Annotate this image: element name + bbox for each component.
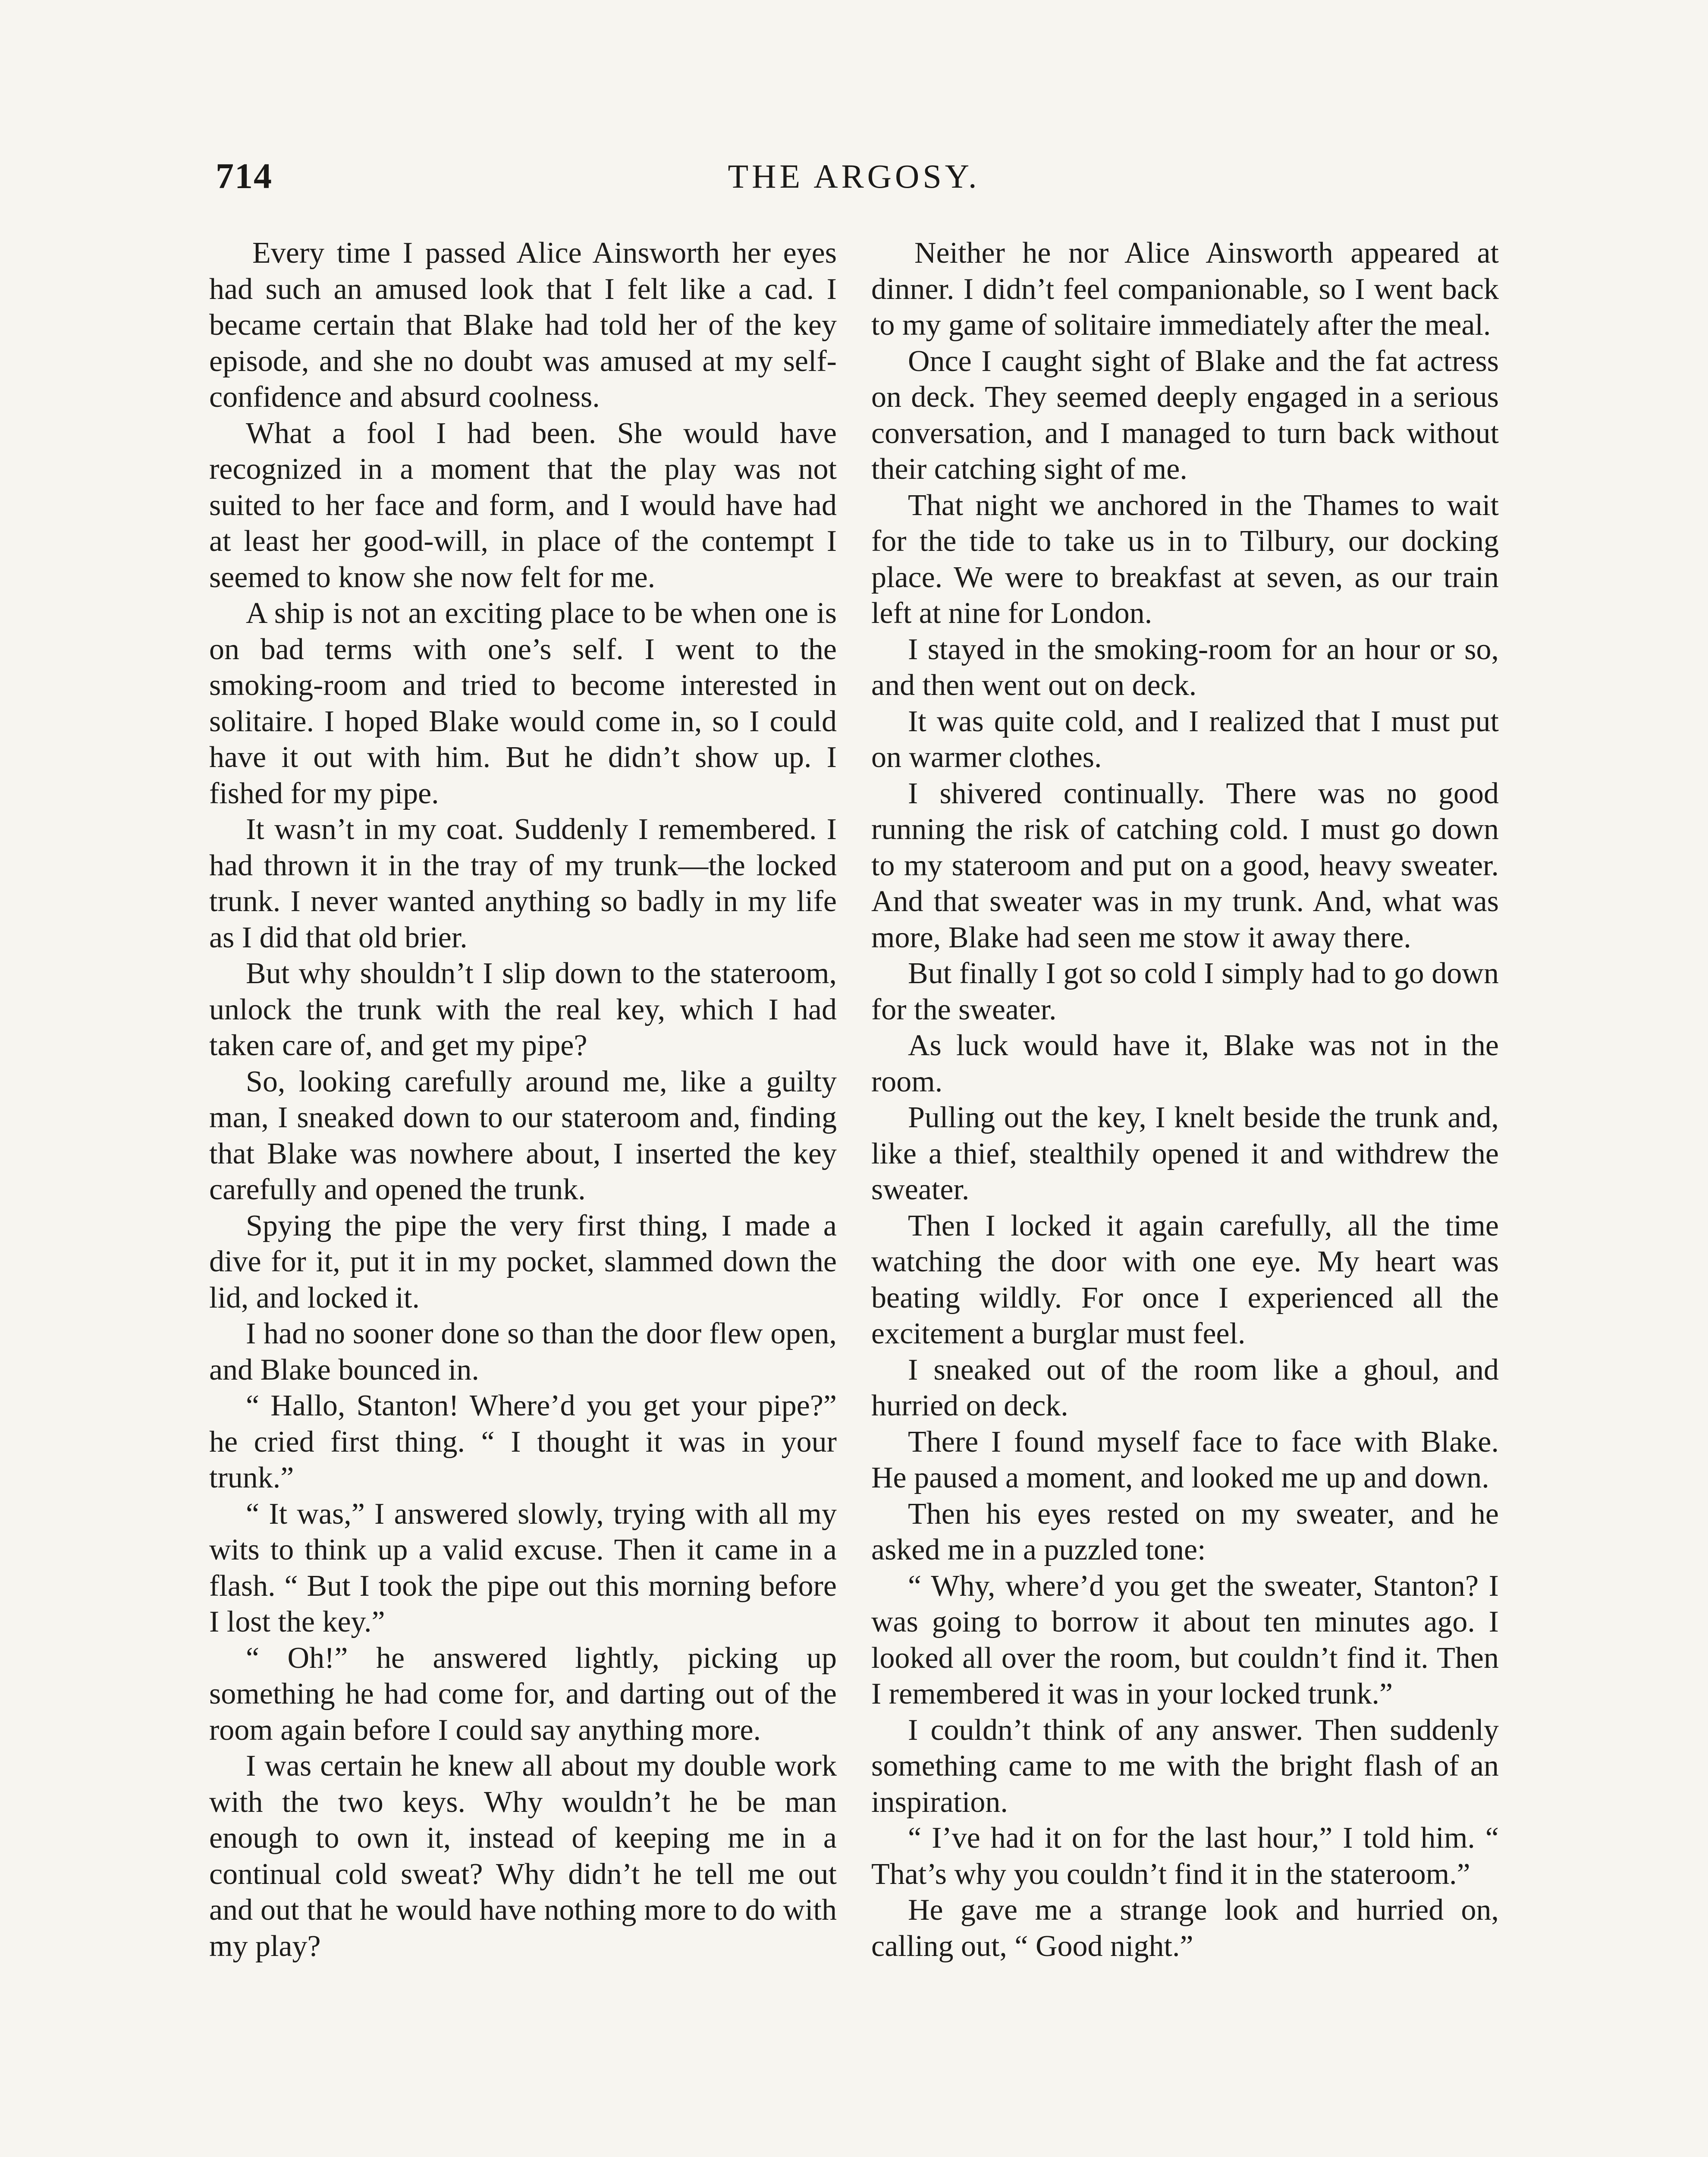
paragraph: Every time I passed Alice Ainsworth her eyes had such an amused look that I felt like a cad. I became certain that Blake had told her of the key episode, and she no doubt was amused at my self-confidence and absurd coolness. bbox=[209, 236, 837, 414]
page-header bbox=[207, 155, 1501, 207]
paragraph: It was quite cold, and I realized that I must put on warmer clothes. bbox=[871, 704, 1499, 774]
paragraph: I was certain he knew all about my double work with the two keys. Why wouldn’t he be man enough to own it, instead of keeping me in a continual cold sweat? Why didn’t he tell me out and out that he would have nothing more to do with my play? bbox=[209, 1749, 837, 1963]
paragraph: But why shouldn’t I slip down to the stateroom, unlock the trunk with the real key, which I had taken care of, and get my pipe? bbox=[209, 957, 837, 1062]
paragraph: As luck would have it, Blake was not in the room. bbox=[871, 1029, 1499, 1098]
paragraph: “ Hallo, Stanton! Where’d you get your pipe?” he cried first thing. “ I thought it was in your trunk.” bbox=[209, 1389, 837, 1494]
paragraph: I couldn’t think of any answer. Then suddenly something came to me with the bright flash of an inspiration. bbox=[871, 1713, 1499, 1819]
paragraph: I sneaked out of the room like a ghoul, and hurried on deck. bbox=[871, 1353, 1499, 1422]
paragraph: I stayed in the smoking-room for an hour or so, and then went out on deck. bbox=[871, 632, 1499, 702]
paragraph: “ Oh!” he answered lightly, picking up something he had come for, and darting out of the room again before I could say anything more. bbox=[209, 1641, 837, 1747]
paragraph: There I found myself face to face with Blake. He paused a moment, and looked me up and down. bbox=[871, 1425, 1499, 1494]
paragraph: “ Why, where’d you get the sweater, Stanton? I was going to borrow it about ten minutes ago. I looked all over the room, but couldn’t find it. Then I remembered it was in your locked trunk.” bbox=[871, 1569, 1499, 1711]
paragraph: I had no sooner done so than the door flew open, and Blake bounced in. bbox=[209, 1317, 837, 1387]
paragraph: I shivered continually. There was no good running the risk of catching cold. I must go down to my stateroom and put on a good, heavy sweater. And that sweater was in my trunk. And, what was more, Blake had seen me stow it away there. bbox=[871, 777, 1499, 954]
paragraph: It wasn’t in my coat. Suddenly I remembered. I had thrown it in the tray of my trunk—the locked trunk. I never wanted anything so badly in my life as I did that old brier. bbox=[209, 813, 837, 954]
paragraph: But finally I got so cold I simply had to go down for the sweater. bbox=[871, 957, 1499, 1026]
paragraph: That night we anchored in the Thames to wait for the tide to take us in to Tilbury, our docking place. We were to breakfast at seven, as our train left at nine for London. bbox=[871, 488, 1499, 630]
paragraph: Neither he nor Alice Ainsworth appeared at dinner. I didn’t feel companionable, so I went back to my game of solitaire immediately after the meal. bbox=[871, 236, 1499, 342]
paragraph: “ It was,” I answered slowly, trying with all my wits to think up a valid excuse. Then it came in a flash. “ But I took the pipe out this morning before I lost the key.” bbox=[209, 1497, 837, 1638]
paragraph: What a fool I had been. She would have recognized in a moment that the play was not suited to her face and form, and I would have had at least her good-will, in place of the contempt I seemed to know she now felt for me. bbox=[209, 416, 837, 594]
paragraph: Pulling out the key, I knelt beside the trunk and, like a thief, stealthily opened it and withdrew the sweater. bbox=[871, 1101, 1499, 1206]
paragraph: Once I caught sight of Blake and the fat actress on deck. They seemed deeply engaged in a serious conversation, and I managed to turn back without their catching sight of me. bbox=[871, 344, 1499, 486]
right-text-column bbox=[871, 235, 1499, 1964]
paragraph: “ I’ve had it on for the last hour,” I told him. “ That’s why you couldn’t find it in the stateroom.” bbox=[871, 1821, 1499, 1891]
paragraph: He gave me a strange look and hurried on, calling out, “ Good night.” bbox=[871, 1893, 1499, 1963]
paragraph: Spying the pipe the very first thing, I made a dive for it, put it in my pocket, slammed down the lid, and locked it. bbox=[209, 1209, 837, 1314]
paragraph: So, looking carefully around me, like a guilty man, I sneaked down to our stateroom and, finding that Blake was nowhere about, I inserted the key carefully and opened the trunk. bbox=[209, 1065, 837, 1206]
paragraph: Then I locked it again carefully, all the time watching the door with one eye. My heart was beating wildly. For once I experienced all the excitement a burglar must feel. bbox=[871, 1209, 1499, 1350]
paragraph: A ship is not an exciting place to be when one is on bad terms with one’s self. I went to the smoking-room and tried to become interested in solitaire. I hoped Blake would come in, so I could have it out with him. But he didn’t show up. I fished for my pipe. bbox=[209, 597, 837, 810]
page-number: 714 bbox=[216, 156, 273, 196]
paragraph: Then his eyes rested on my sweater, and he asked me in a puzzled tone: bbox=[871, 1497, 1499, 1566]
left-text-column bbox=[209, 235, 837, 1964]
running-title: THE ARGOSY. bbox=[728, 157, 980, 195]
